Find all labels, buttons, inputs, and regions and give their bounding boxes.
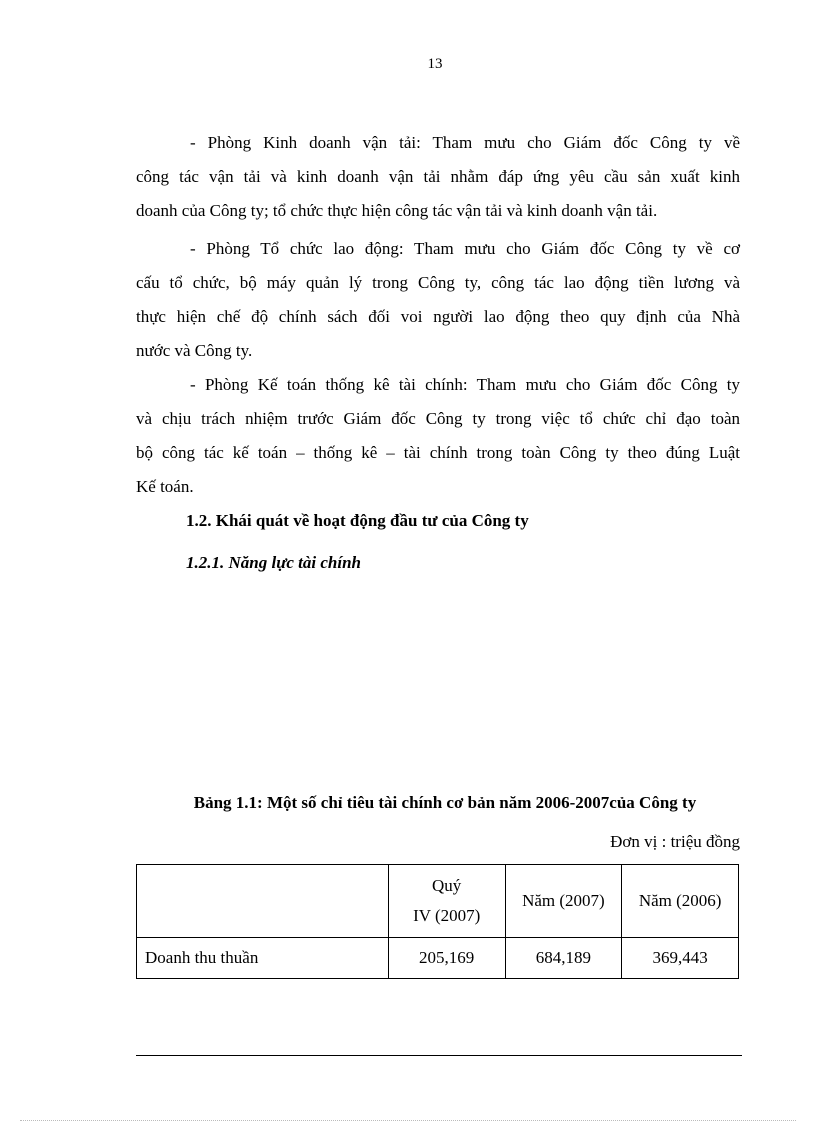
table-row bbox=[137, 938, 739, 979]
paragraph-line: - Phòng Kế toán thống kê tài chính: Tham mưu cho Giám đốc Công ty bbox=[190, 375, 740, 394]
paragraph-line: Kế toán. bbox=[136, 477, 194, 496]
paragraph-line: - Phòng Kinh doanh vận tải: Tham mưu cho Giám đốc Công ty về bbox=[190, 133, 740, 152]
table-unit: Đơn vị : triệu đồng bbox=[610, 832, 740, 851]
cell-2007: 684,189 bbox=[505, 938, 622, 979]
subsection-heading: 1.2.1. Năng lực tài chính bbox=[186, 553, 362, 572]
cell-q4-2007: 205,169 bbox=[388, 938, 505, 979]
header-q4-line1: Quý bbox=[432, 876, 462, 895]
header-cell-2006: Năm (2006) bbox=[622, 865, 739, 938]
paragraph-line: thực hiện chế độ chính sách đối voi người lao động theo quy định của Nhà bbox=[136, 307, 740, 326]
paragraph-to-chuc-lao-dong bbox=[136, 232, 740, 368]
header-cell-empty bbox=[137, 865, 389, 938]
paragraph-line: nước và Công ty. bbox=[136, 341, 253, 360]
paragraph-line: và chịu trách nhiệm trước Giám đốc Công ty trong việc tổ chức chỉ đạo toàn bbox=[136, 409, 740, 428]
footer-rule bbox=[136, 1055, 742, 1056]
paragraph-ke-toan bbox=[136, 368, 740, 504]
paragraph-line: doanh của Công ty; tổ chức thực hiện công tác vận tải và kinh doanh vận tải. bbox=[136, 201, 658, 220]
header-cell-q4-2007 bbox=[388, 865, 505, 938]
row-label: Doanh thu thuần bbox=[137, 938, 389, 979]
table-header-row bbox=[137, 865, 739, 938]
page-number: 13 bbox=[427, 56, 443, 72]
header-q4-line2: IV (2007) bbox=[413, 906, 481, 925]
paragraph-line: bộ công tác kế toán – thống kê – tài chính trong toàn Công ty theo đúng Luật bbox=[136, 443, 740, 462]
header-cell-2007: Năm (2007) bbox=[505, 865, 622, 938]
financial-table bbox=[136, 864, 739, 979]
paragraph-kinh-doanh-van-tai bbox=[136, 126, 740, 228]
table-title: Bảng 1.1: Một số chỉ tiêu tài chính cơ bản năm 2006-2007của Công ty bbox=[193, 793, 697, 812]
cell-2006: 369,443 bbox=[622, 938, 739, 979]
section-heading: 1.2. Khái quát về hoạt động đầu tư của Công ty bbox=[186, 511, 529, 530]
paragraph-line: cấu tổ chức, bộ máy quản lý trong Công ty, công tác lao động tiền lương và bbox=[136, 273, 740, 292]
paragraph-line: công tác vận tải và kinh doanh vận tải nhằm đáp ứng yêu cầu sản xuất kinh bbox=[136, 167, 740, 186]
page-bottom-border bbox=[20, 1120, 796, 1121]
paragraph-line: - Phòng Tổ chức lao động: Tham mưu cho Giám đốc Công ty về cơ bbox=[190, 239, 740, 258]
